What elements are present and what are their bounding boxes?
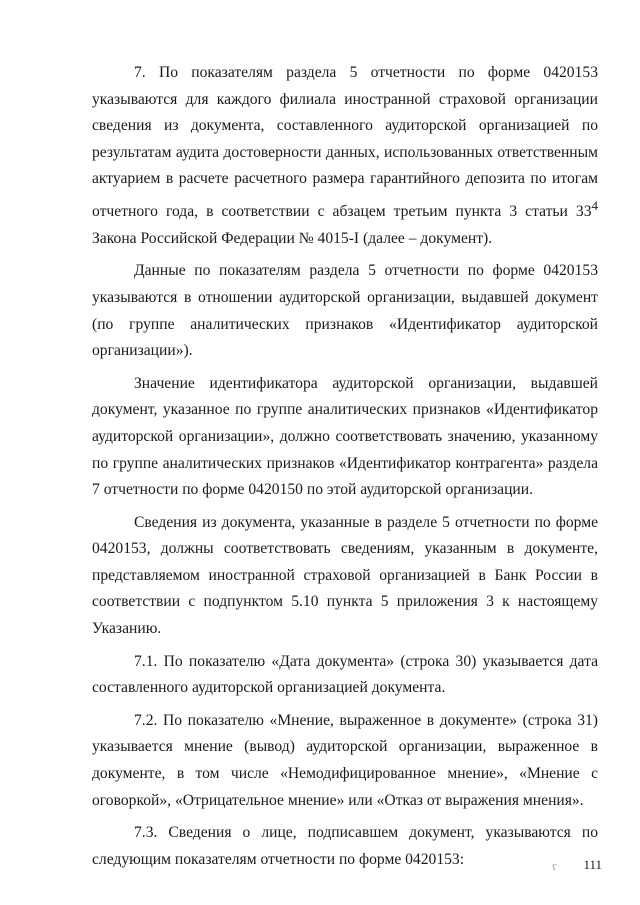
article-superscript: 4 (591, 197, 598, 213)
paragraph-section5-data: Данные по показателям раздела 5 отчетности по форме 0420153 указываются в отношении аудиторской организации, выдавшей документ (по группе аналитических признаков «Идентификатор аудиторской организации»). (92, 262, 598, 360)
paragraph-7-1: 7.1. По показателю «Дата документа» (строка 30) указывается дата составленного аудиторской организацией документа. (92, 652, 598, 697)
scan-mark: г (550, 858, 559, 874)
paragraph-7-text-end: Закона Российской Федерации № 4015-I (далее – документ). (92, 229, 493, 247)
page-footer (552, 856, 602, 878)
page-number: 111 (583, 857, 602, 872)
paragraph-7 (92, 60, 598, 252)
paragraph-document-info: Сведения из документа, указанные в разделе 5 отчетности по форме 0420153, должны соответствовать сведениям, указанным в документе, представляемом иностранной страховой организацией в Банк России в соответствии с подпунктом 5.10 пункта 5 приложения 3 к настоящему Указанию. (92, 513, 598, 638)
paragraph-7-text-start: 7. По показателям раздела 5 отчетности по форме 0420153 указываются для каждого филиала иностранной страховой организации сведения из документа, составленного аудиторской организацией по результатам аудита достоверности данных, использованных ответственным актуарием в расчете расчетного размера гарантийного депозита по итогам отчетного года, в соответствии с абзацем третьим пункта 3 статьи 33 (92, 64, 598, 221)
paragraph-identifier-value: Значение идентификатора аудиторской организации, выдавшей документ, указанное по группе аналитических признаков «Идентификатор аудиторской организации», должно соответствовать значению, указанному по группе аналитических признаков «Идентификатор контрагента» раздела 7 отчетности по форме 0420150 по этой аудиторской организации. (92, 374, 598, 499)
paragraph-7-3: 7.3. Сведения о лице, подписавшем документ, указываются по следующим показателям отчетности по форме 0420153: (92, 824, 598, 868)
document-body (92, 60, 598, 873)
paragraph-7-2: 7.2. По показателю «Мнение, выраженное в документе» (строка 31) указывается мнение (вывод) аудиторской организации, выраженное в документе, в том числе «Немодифицированное мнение», «Мнение с оговоркой», «Отрицательное мнение» или «Отказ от выражения мнения». (92, 711, 598, 809)
